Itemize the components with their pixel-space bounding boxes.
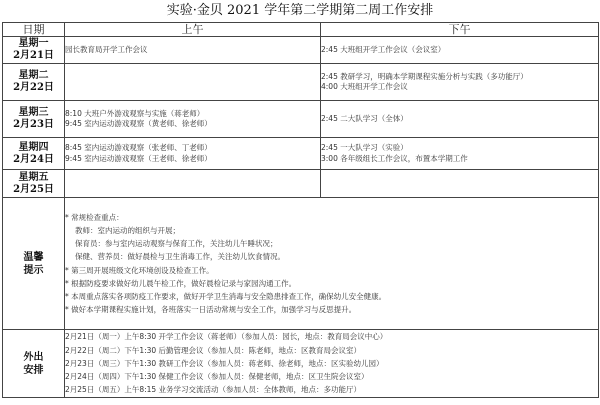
header-pm: 下午 <box>321 23 599 37</box>
pm-item: 4:00 大班组开学工作会议 <box>321 82 408 91</box>
weekday: 星期三 <box>18 107 49 118</box>
reminder-label: 温馨提示 <box>3 198 65 330</box>
day-cell <box>3 138 65 170</box>
reminder-row <box>3 198 599 330</box>
am-cell <box>65 101 321 138</box>
pm-item: 2:45 二大队学习（全体） <box>321 113 408 123</box>
reminder-line: 保育员：参与室内运动观察与保育工作，关注幼儿午睡状况； <box>75 239 278 249</box>
header-row <box>3 23 599 37</box>
am-item: 9:45 室内运动游戏观察（黄老师、徐老师） <box>65 119 212 128</box>
outing-notes <box>65 330 599 398</box>
pm-item: 2:45 一大队学习（实验） <box>321 143 408 152</box>
day-cell <box>3 170 65 198</box>
outing-line: 2月22日（周二）下午1:30 后勤管理会议（参加人员：陈老师，地点：区教育局会议室） <box>65 345 362 355</box>
reminder-notes <box>65 198 599 330</box>
schedule-table <box>2 22 599 398</box>
page-title: 实验·金贝 2021 学年第二学期第二周工作安排 <box>166 3 434 18</box>
am-item: 8:45 室内运动游戏观察（张老师、丁老师） <box>65 143 212 152</box>
date: 2月23日 <box>13 119 54 130</box>
reminder-line: 教师：室内运动的组织与开展； <box>75 225 180 235</box>
outing-line: 2月25日（周五）上午8:15 业务学习交流活动（参加人员：全体教师，地点：多功能厅） <box>65 385 362 395</box>
day-cell <box>3 37 65 64</box>
date: 2月24日 <box>13 153 54 165</box>
date: 2月22日 <box>13 82 54 93</box>
am-item: 8:10 大班户外游戏观察与实施（蒋老师） <box>65 108 205 118</box>
day-cell <box>3 101 65 138</box>
pm-cell <box>321 170 599 198</box>
day-cell <box>3 64 65 101</box>
weekday: 星期四 <box>18 141 49 153</box>
am-cell <box>65 37 321 64</box>
date: 2月21日 <box>13 50 54 61</box>
am-item: 园长教育局开学工作会议 <box>65 44 148 54</box>
reminder-line: * 常规检查重点： <box>65 212 124 222</box>
pm-item: 2:45 教研学习，明确本学期课程实施分析与实践（多功能厅） <box>321 71 528 81</box>
day-row-thu <box>3 138 599 170</box>
day-row-wed <box>3 101 599 138</box>
pm-cell <box>321 37 599 64</box>
weekday: 星期二 <box>18 70 49 81</box>
weekday: 星期五 <box>18 171 49 183</box>
pm-item: 3:00 各年级组长工作会议，布置本学期工作 <box>321 153 468 163</box>
reminder-line: * 本周重点落实各项防疫工作要求，做好开学卫生消毒与安全隐患排查工作，确保幼儿安全健康。 <box>65 291 387 301</box>
header-date: 日期 <box>3 23 65 37</box>
outing-label: 外出安排 <box>3 330 65 398</box>
reminder-line: * 第三周开展班级文化环境创设及检查工作。 <box>65 265 214 275</box>
header-am: 上午 <box>65 23 321 37</box>
am-cell <box>65 138 321 170</box>
outing-line: 2月23日（周三）下午1:30 教研工作会议（参加人员：蒋老师、徐老师，地点：区实验幼儿园） <box>65 358 384 368</box>
outing-line: 2月24日（周四）下午1:30 保健工作会议（参加人员：保健老师，地点：区卫生院会议室） <box>65 372 369 382</box>
am-cell <box>65 170 321 198</box>
pm-cell <box>321 101 599 138</box>
day-row-fri <box>3 170 599 198</box>
am-item: 9:45 室内运动游戏观察（王老师、徐老师） <box>65 153 212 163</box>
outing-row <box>3 330 599 398</box>
reminder-line: * 根据防疫要求做好幼儿晨午检工作，做好晨检记录与家园沟通工作。 <box>65 278 297 288</box>
reminder-line: 保健、营养员：做好晨检与卫生消毒工作，关注幼儿饮食情况。 <box>75 252 285 262</box>
pm-item: 2:45 大班组开学工作会议（会议室） <box>321 44 446 54</box>
pm-cell <box>321 64 599 101</box>
reminder-line: * 做好本学期课程实施计划，各班落实一日活动常规与安全工作，加强学习与反思提升。 <box>65 305 357 315</box>
outing-line: 2月21日（周一）上午8:30 开学工作会议（蒋老师）（参加人员：园长，地点：教育局会议中心） <box>65 332 388 342</box>
weekday: 星期一 <box>18 38 49 49</box>
am-cell <box>65 64 321 101</box>
day-row-tue <box>3 64 599 101</box>
day-row-mon <box>3 37 599 64</box>
date: 2月25日 <box>13 183 54 195</box>
pm-cell <box>321 138 599 170</box>
